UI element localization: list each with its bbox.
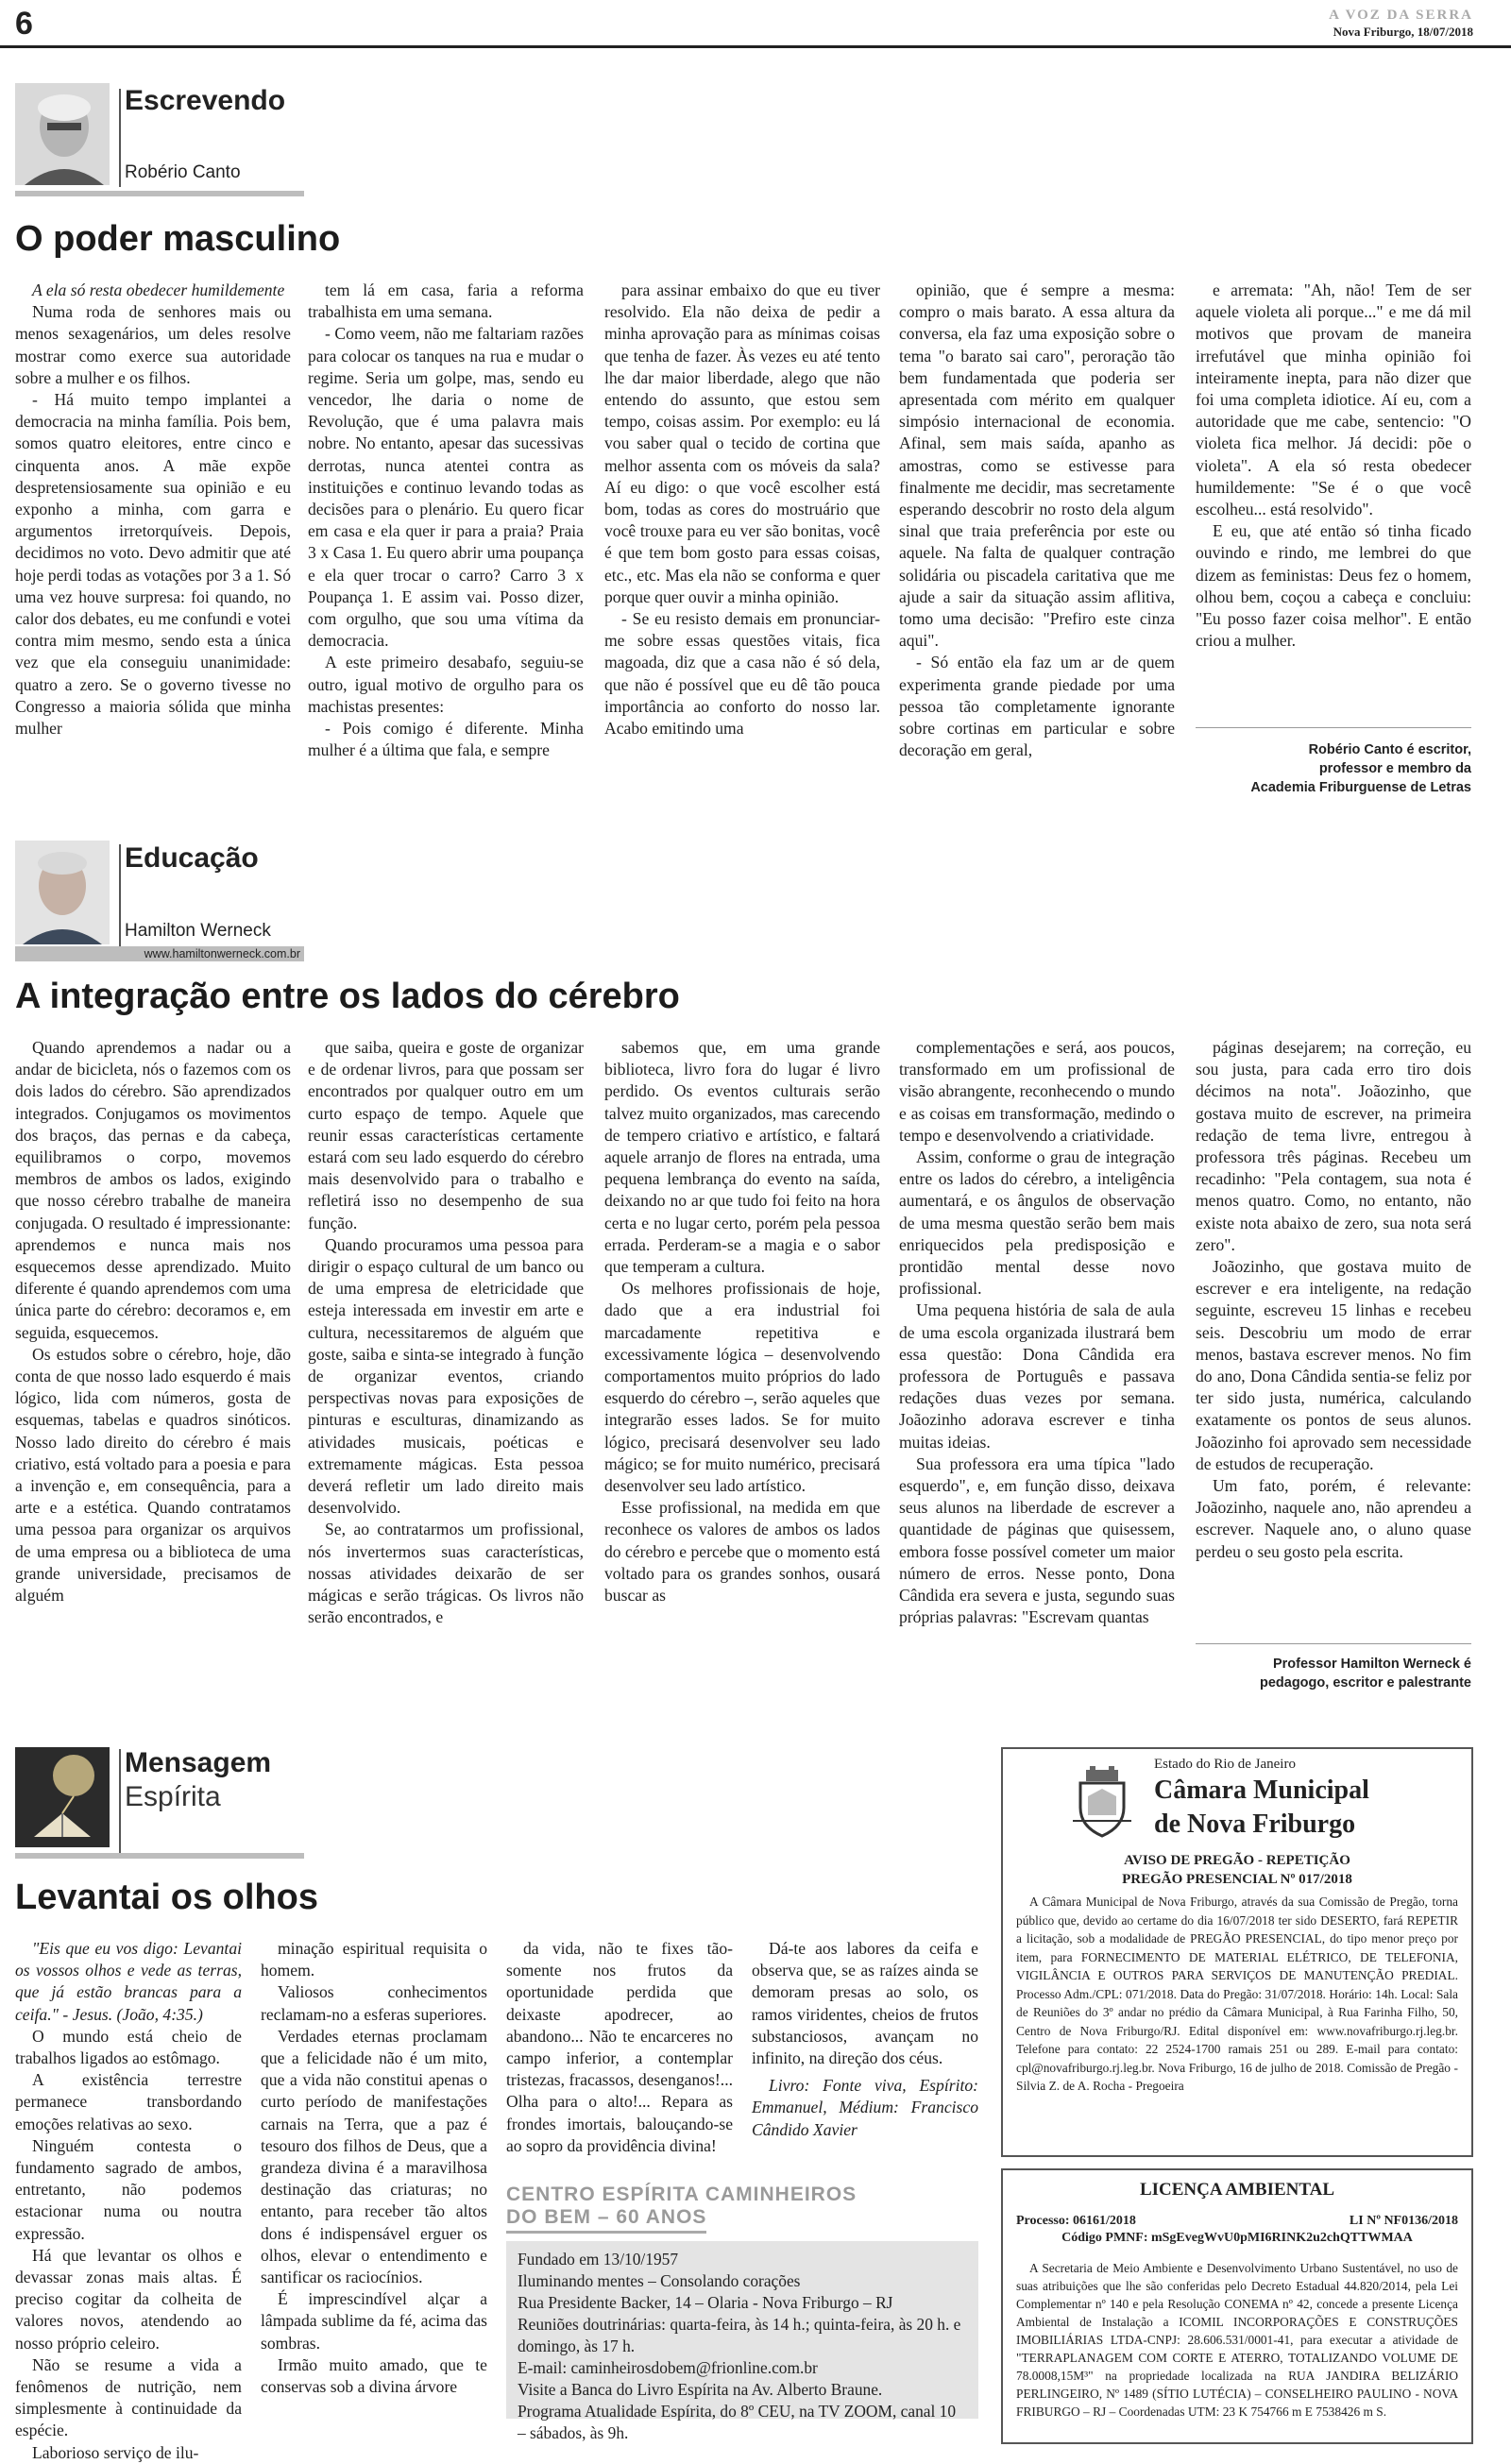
coat-of-arms-icon: [1069, 1764, 1135, 1840]
centro-title: CENTRO ESPÍRITA CAMINHEIROS: [506, 2184, 857, 2205]
centro-line: Programa Atualidade Espírita, do 8º CEU, na TV ZOOM, canal 10 – sábados, às 9h.: [518, 2402, 957, 2442]
licenca-number: LI Nº NF0136/2018: [1349, 2214, 1458, 2228]
article-paragraph: Se, ao contratarmos um profissional, nós invertermos suas características, nossas atividades deixarão de ser mágicas e serão trágicas. Os livros não serão encontrados, e: [308, 1520, 584, 1627]
licenca-box: [1001, 2168, 1473, 2444]
article-column-1: [15, 280, 291, 739]
article-paragraph: Os melhores profissionais de hoje, dado que a era industrial foi marcadamente repetitiva e excessivamente lógica – desenvolvendo comportamentos muito próprios do lado esquerdo do cérebro –, serão aqueles que integrarão esses lados. Se for muito lógico, precisará desenvolver seu lado mágico; se for muito numérico, precisará desenvolver seu lado artístico.: [604, 1279, 880, 1496]
article-column-2: [308, 1037, 584, 1628]
article-paragraph: - Pois comigo é diferente. Minha mulher é a última que fala, e sempre: [308, 719, 584, 760]
section-divider: [119, 1749, 121, 1853]
article-paragraph: Dá-te aos labores da ceifa e observa que, se as raízes ainda se demoram presas ao solo, os ramos viridentes, cheios de frutos substanciosos, avançam no infinito, na direção dos céus.: [752, 1939, 978, 2068]
centro-line: Iluminando mentes – Consolando corações: [518, 2271, 801, 2290]
article-paragraph: O mundo está cheio de trabalhos ligados ao estômago.: [15, 2026, 242, 2068]
article-paragraph: Laborioso serviço de ilu-: [32, 2442, 199, 2462]
section-bar: [15, 1853, 304, 1859]
article-epigraph: "Eis que eu vos digo: Levantai os vossos olhos e vede as terras, que já estão brancas para a ceifa." - Jesus. (João, 4:35.): [15, 1939, 242, 2024]
article-column-1: [15, 1938, 242, 2464]
article-column-3: [506, 1938, 733, 2157]
article-paragraph: - Só então ela faz um ar de quem experimenta grande piedade por uma pessoa tão completamente ignorante sobre cortinas em particular e sobre decoração em geral,: [899, 653, 1175, 760]
article-paragraph: e arremata: "Ah, não! Tem de ser aquele violeta ali porque..." e me dá mil motivos que provam de maneira irrefutável que minha opinião foi inteiramente inepta, para não dizer que foi uma completa idiotice. Aí eu, com a autoridade que me cabe, sentencio: "O violeta fica melhor. Já decidi: põe o violeta". A ela só resta obedecer humildemente: "Se é o que você escolheu... está resolvido".: [1196, 280, 1471, 519]
article-paragraph: Uma pequena história de sala de aula de uma escola organizada ilustrará bem essa questão: Dona Cândida era professora de Português e passava redações duas vezes por semana. Joãozinho adorava escrever e tinha muitas ideias.: [899, 1300, 1175, 1452]
article-paragraph: Assim, conforme o grau de integração entre os lados do cérebro, a inteligência aumentará, e os ângulos de observação de uma mesma questão serão bem mais enriquecidos pela predisposição e prontidão mental desse novo profissional.: [899, 1147, 1175, 1299]
author-photo: [15, 841, 110, 944]
licenca-title: LICENÇA AMBIENTAL: [1139, 2180, 1335, 2200]
article-headline: O poder masculino: [15, 219, 341, 259]
article-paragraph: complementações e será, aos poucos, transformado em um profissional de visão abrangente, reconhecendo o mundo e as coisas em transformação, medindo o tempo e desenvolvendo a criatividade.: [899, 1038, 1175, 1145]
article-column-3: [604, 1037, 880, 1606]
centro-line: Rua Presidente Backer, 14 – Olaria - Nova Friburgo – RJ: [518, 2293, 893, 2312]
article-paragraph: E eu, que até então só tinha ficado ouvindo e rindo, me lembrei do que dizem as feministas: Deus fez o homem, olhou bem, coçou a cabeça e concluiu: "Eu posso fazer coisa melhor". E então criou a mulher.: [1196, 521, 1471, 651]
article-paragraph: opinião, que é sempre a mesma: compro o mais barato. A essa altura da conversa, ela faz uma exposição sobre o tema "o barato sai caro", peroração tão bem fundamentada que poderia ser apresentada com mérito em qualquer simpósio internacional de economia. Afinal, sem mais saída, apanho as amostras, como se estivesse para finalmente me decidir, mas secretamente esperando descobrir no rosto dela algum sinal que traia preferência por este ou aquele. Na falta de qualquer contração solidária ou piscadela caritativa que me ajude a sair da situação assim aflitiva, tomo uma decisão: "Prefiro este cinza aqui".: [899, 280, 1175, 651]
centro-email: E-mail: caminheirosdobem@frionline.com.br: [518, 2358, 818, 2377]
centro-title: DO BEM – 60 ANOS: [506, 2206, 706, 2234]
licenca-codigo: Código PMNF: mSgEvegWvU0pMI6RINK2u2chQTTWMAA: [1061, 2231, 1413, 2245]
column-title: Educação: [125, 842, 259, 874]
centro-line: Visite a Banca do Livro Espírita na Av. Alberto Braune.: [518, 2380, 883, 2399]
article-headline: Levantai os olhos: [15, 1878, 318, 1917]
notice-body: A Câmara Municipal de Nova Friburgo, através da sua Comissão de Pregão, torna público que, devido ao certame do dia 16/07/2018 ter sido DESERTO, fará REPETIR a licitação, sob a modalidade de PREGÃO PRESENCIAL, do tipo menor preço por item, para FORNECIMENTO DE MATERIAL ELÉTRICO, DE TELEFONIA, VIGILÂNCIA E OUTROS PARA SERVIÇOS DE MANUTENÇÃO PREDIAL. Processo Adm./CPL: 071/2018. Data do Pregão: 31/07/2018. Horário: 14h. Local: Sala de Reuniões do 3º andar no prédio da Câmara Municipal, à Rua Farinha Filho, 50, Centro de Nova Friburgo/RJ. Edital disponível em: www.novafriburgo.rj.leg.br. Telefone para contato: 22 2524-1700 ramais 251 ou 289. E-mail para contato: cpl@novafriburgo.rj.leg.br. Nova Friburgo, 16 de julho de 2018. Comissão de Pregão - Silvia Z. de A. Rocha - Pregoeira: [1016, 1895, 1458, 2093]
article-paragraph: páginas desejarem; na correção, eu sou justa, para cada erro tiro dois décimos na nota". Joãozinho, que gostava muito de escrever, na primeira redação de tema livre, entregou à professora três páginas. Recebeu um recadinho: "Pela contagem, sua nota é menos quatro. Como, no entanto, não existe nota abaixo de zero, sua nota será zero".: [1196, 1038, 1471, 1254]
article-paragraph: que saiba, queira e goste de organizar e de ordenar livros, para que possam ser encontrados por qualquer outro em um curto espaço de tempo. Aquele que reunir essas características certamente estará com seu lado esquerdo do cérebro mais desenvolvido para o trabalho e refletirá isso no desempenho de sua função.: [308, 1038, 584, 1232]
article-column-4: [752, 1938, 978, 2141]
article-lede: A ela só resta obedecer humildemente: [32, 280, 285, 299]
article-column-4: [899, 1037, 1175, 1628]
column-title: Mensagem: [125, 1747, 272, 1778]
signature-rule: [1196, 1643, 1471, 1644]
article-headline: A integração entre os lados do cérebro: [15, 977, 680, 1016]
article-paragraph: Valiosos conhecimentos reclamam-no a esferas superiores.: [261, 1982, 487, 2024]
article-paragraph: A existência terrestre permanece transbordando emoções relativas ao sexo.: [15, 2070, 242, 2133]
article-paragraph: Esse profissional, na medida em que reconhece os valores de ambos os lados do cérebro e percebe que o momento está voltado para os grandes sonhos, ousará buscar as: [604, 1498, 880, 1606]
camara-name: de Nova Friburgo: [1154, 1810, 1356, 1839]
page-number: 6: [15, 6, 33, 42]
article-paragraph: tem lá em casa, faria a reforma trabalhista em uma semana.: [308, 280, 584, 322]
author-signature: Professor Hamilton Werneck é pedagogo, escritor e palestrante: [1259, 1657, 1471, 1691]
section-bar: [15, 191, 304, 196]
article-column-2: [308, 280, 584, 761]
article-paragraph: sabemos que, em uma grande biblioteca, livro fora do lugar é livro perdido. Os eventos culturais serão talvez muito organizados, mas carecendo de tempero criativo e artístico, e faltará aquele arranjo de flores na entrada, uma pequena lembrança do evento na saída, deixando no ar que tudo foi feito na hora certa e no lugar certo, porém pela pessoa errada. Perderam-se a magia e o sabor que temperam a cultura.: [604, 1038, 880, 1277]
article-paragraph: Os estudos sobre o cérebro, hoje, dão conta de que nosso lado esquerdo é mais lógico, lida com números, gosta de esquemas, tabelas e quadros sinóticos. Nosso lado direito do cérebro é mais criativo, está voltado para a poesia e para a invenção e, em consequência, para a arte e a estética. Quando contratamos uma pessoa para organizar os arquivos de uma empresa ou a biblioteca de uma grande universidade, precisamos de alguém: [15, 1344, 291, 1606]
licenca-body: A Secretaria de Meio Ambiente e Desenvolvimento Urbano Sustentável, no uso de suas atribuições que lhe são conferidas pelo Decreto Estadual 44.820/2014, pela Lei Complementar nº 140 e pela Resolução CONEMA nº 42, concede a presente Licença Ambiental de Instalação a ICOMIL INCORPORAÇÕES E CONSTRUÇÕES IMOBILIÁRIAS LTDA-CNPJ: 28.606.531/0001-41, para executar a atividade de "TERRAPLANAGEM COM CORTE E ATERRO, TOTALIZANDO VOLUME DE 78.0008,15M³" na propriedade localizada na RUA JANDIRA BELIZÁRIO PERLINGEIRO, Nº 1489 (SÍTIO LUTÉCIA) – CONSELHEIRO PAULINO - NOVA FRIBURGO – RJ – Coordenadas UTM: 23 K 754766 m E 7538426 m S.: [1016, 2261, 1458, 2419]
header-rule: [0, 45, 1511, 48]
masthead: A VOZ DA SERRA: [1329, 8, 1473, 23]
notice-title: AVISO DE PREGÃO - REPETIÇÃO: [1124, 1853, 1350, 1868]
article-paragraph: Verdades eternas proclamam que a felicidade não é um mito, que a vida não constitui apenas o curto período de manifestações carnais na Terra, que a paz é tesouro dos filhos de Deus, que a grandeza divina é a maravilhosa destinação das criaturas; no entanto, para receber tão altos dons é indispensável erguer os olhos, elevar o entendimento e santificar os raciocínios.: [261, 2026, 487, 2287]
author-signature: Robério Canto é escritor, professor e membro da Academia Friburguense de Letras: [1250, 742, 1471, 795]
dateline: Nova Friburgo, 18/07/2018: [1333, 25, 1473, 39]
article-paragraph: Irmão muito amado, que te conservas sob a divina árvore: [261, 2354, 487, 2397]
article-paragraph: Quando procuramos uma pessoa para dirigir o espaço cultural de um banco ou de uma empresa de eletricidade que esteja interessada em investir em arte e cultura, necessitaremos de alguém que goste, saiba e sinta-se integrado à função de organizar eventos, criando perspectivas novas para exposições de pinturas e esculturas, dinamizando as atividades musicais, poéticas e extremamente mágicas. Esta pessoa deverá refletir um lado direito mais desenvolvido.: [308, 1234, 584, 1518]
article-column-5: [1196, 280, 1471, 652]
article-paragraph: - Há muito tempo implantei a democracia na minha família. Pois bem, somos quatro eleitores, entre cinco e cinquenta anos. A mãe expõe despretensiosamente sua opinião e eu exponho a minha, com garra e argumentos irretorquíveis. Depois, decidimos no voto. Devo admitir que até hoje perdi todas as votações por 3 a 1. Só uma vez houve surpresa: foi quando, no calor dos debates, eu me confundi e votei contra mim mesmo, sendo esta a única vez que ela conseguiu unanimidade: quatro a zero. Se o governo tivesse no Congresso a maioria sólida que minha mulher: [15, 390, 291, 739]
article-paragraph: Quando aprendemos a nadar ou a andar de bicicleta, nós o fazemos com os dois lados do cérebro. São aprendizados integrados. Conjugamos os movimentos dos braços, das pernas e da cabeça, equilibramos o corpo, movemos membros de ambos os lados, exigindo que nosso cérebro trabalhe de maneira conjugada. O resultado é impressionante: aprendemos e nunca mais nos esquecemos desse aprendizado. Muito diferente é quando aprendemos com uma única parte do cérebro: decoramos e, em seguida, esquecemos.: [15, 1038, 291, 1342]
article-paragraph: Um fato, porém, é relevante: Joãozinho, naquele ano, não aprendeu a escrever. Naquele ano, o aluno quase perdeu o seu gosto pela escrita.: [1196, 1476, 1471, 1561]
article-paragraph: - Como veem, não me faltariam razões para colocar os tanques na rua e mudar o regime. Seria um golpe, mas, sendo eu vencedor, lhe daria o nome de Revolução, que é uma palavra mais nobre. No entanto, apesar das sucessivas derrotas, nunca atentei contra as instituições e continuo levando todas as decisões para o plenário. Eu quero ficar em casa e ela quer ir para a praia? Praia 3 x Casa 1. Eu quero abrir uma poupança e ela quer trocar o carro? Carro 3 x Poupança 1. E assim vai. Posso dizer, com orgulho, que sou uma vítima da democracia.: [308, 324, 584, 651]
article-column-2: [261, 1938, 487, 2398]
column-subtitle: Espírita: [125, 1781, 221, 1812]
column-title: Escrevendo: [125, 85, 286, 116]
signature-rule: [1196, 727, 1471, 728]
article-paragraph: da vida, não te fixes tão-somente nos frutos da oportunidade perdida que deixaste apodrecer, ao abandono... Não te encarceres no campo inferior, a contemplar tristezas, fracassos, desenganos!... Olha para o alto!... Repara as frondes imortais, balouçando-se ao sopro da providência divina!: [506, 1939, 733, 2155]
article-paragraph: para assinar embaixo do que eu tiver resolvido. Ela não deixa de pedir a minha aprovação para as mínimas coisas que tenha de fazer. Às vezes eu até tento lhe dar maior liberdade, alego que não entendo do assunto, que estou sem tempo, coisas assim. Por exemplo: eu lá vou saber qual o tecido de cortina que melhor assenta com os móveis da sala? Aí eu digo: o que você escolher está bom, todas as cores do mostruário que você trouxe para eu ver são bonitas, você é que tem bom gosto para essas coisas, etc., etc. Mas ela não se conforma e quer porque quer ouvir a minha opinião.: [604, 280, 880, 606]
author-name: Hamilton Werneck: [125, 921, 271, 941]
article-paragraph: minação espiritual requisita o homem.: [261, 1939, 487, 1980]
article-paragraph: - Se eu resisto demais em pronunciar-me sobre essas questões vitais, fica magoada, diz que a casa não é só dela, que não é possível que eu dê tão pouca importância ao conforto do nosso lar. Acabo emitindo uma: [604, 609, 880, 739]
article-column-3: [604, 280, 880, 739]
centro-line: Fundado em 13/10/1957: [518, 2250, 679, 2269]
article-paragraph: Não se resume a vida a fenômenos de nutrição, nem simplesmente à continuidade da espécie.: [15, 2354, 242, 2440]
article-column-5: [1196, 1037, 1471, 1563]
article-paragraph: Numa roda de senhores mais ou menos sexagenários, um deles resolve mostrar como exerce sua autoridade sobre a mulher e os filhos.: [15, 302, 291, 387]
notice-subtitle: PREGÃO PRESENCIAL Nº 017/2018: [1122, 1872, 1352, 1887]
camara-state: Estado do Rio de Janeiro: [1154, 1757, 1296, 1772]
section-divider: [119, 89, 121, 187]
camara-notice-box: [1001, 1747, 1473, 2157]
article-column-4: [899, 280, 1175, 761]
camara-name: Câmara Municipal: [1154, 1776, 1369, 1805]
licenca-processo: Processo: 06161/2018: [1016, 2214, 1136, 2228]
author-website: www.hamiltonwerneck.com.br: [15, 946, 304, 961]
centro-line: Reuniões doutrinárias: quarta-feira, às 14 h.; quinta-feira, às 20 h. e domingo, às 17 h.: [518, 2315, 961, 2355]
article-paragraph: É imprescindível alçar a lâmpada sublime da fé, acima das sombras.: [261, 2289, 487, 2353]
centro-info: [506, 2241, 978, 2442]
author-photo: [15, 83, 110, 185]
article-paragraph: Sua professora era uma típica "lado esquerdo", e, em função disso, deixava seus alunos na liberdade de escrever a quantidade de páginas que quisessem, embora fosse possível cometer um maior número de erros. Nesse ponto, Dona Cândida era severa e justa, segundo suas próprias palavras: "Escrevam quantas: [899, 1453, 1175, 1627]
article-column-1: [15, 1037, 291, 1606]
article-paragraph: A este primeiro desabafo, seguiu-se outro, igual motivo de orgulho para os machistas presentes:: [308, 653, 584, 716]
article-paragraph: Joãozinho, que gostava muito de escrever e era inteligente, na redação seguinte, escreveu 15 linhas e recebeu seis. Descobriu um modo de errar menos, bastava escrever menos. No fim do ano, Dona Cândida sentia-se feliz por ter sido justa, numérica, calculando exatamente os pontos de seus alunos. Joãozinho foi aprovado sem necessidade de estudos de recuperação.: [1196, 1257, 1471, 1473]
article-paragraph: Ninguém contesta o fundamento sagrado de ambos, entretanto, não podemos estacionar numa ou noutra expressão.: [15, 2135, 242, 2243]
centro-espirita-box: [506, 2184, 978, 2440]
article-paragraph: Há que levantar os olhos e devassar zonas mais altas. É preciso cogitar da colheita de valores novos, atendendo ao nosso próprio celeiro.: [15, 2245, 242, 2353]
book-illustration: [15, 1747, 110, 1847]
section-divider: [119, 844, 121, 948]
article-credit: Livro: Fonte viva, Espírito: Emmanuel, Médium: Francisco Cândido Xavier: [752, 2076, 978, 2139]
author-name: Robério Canto: [125, 162, 241, 182]
